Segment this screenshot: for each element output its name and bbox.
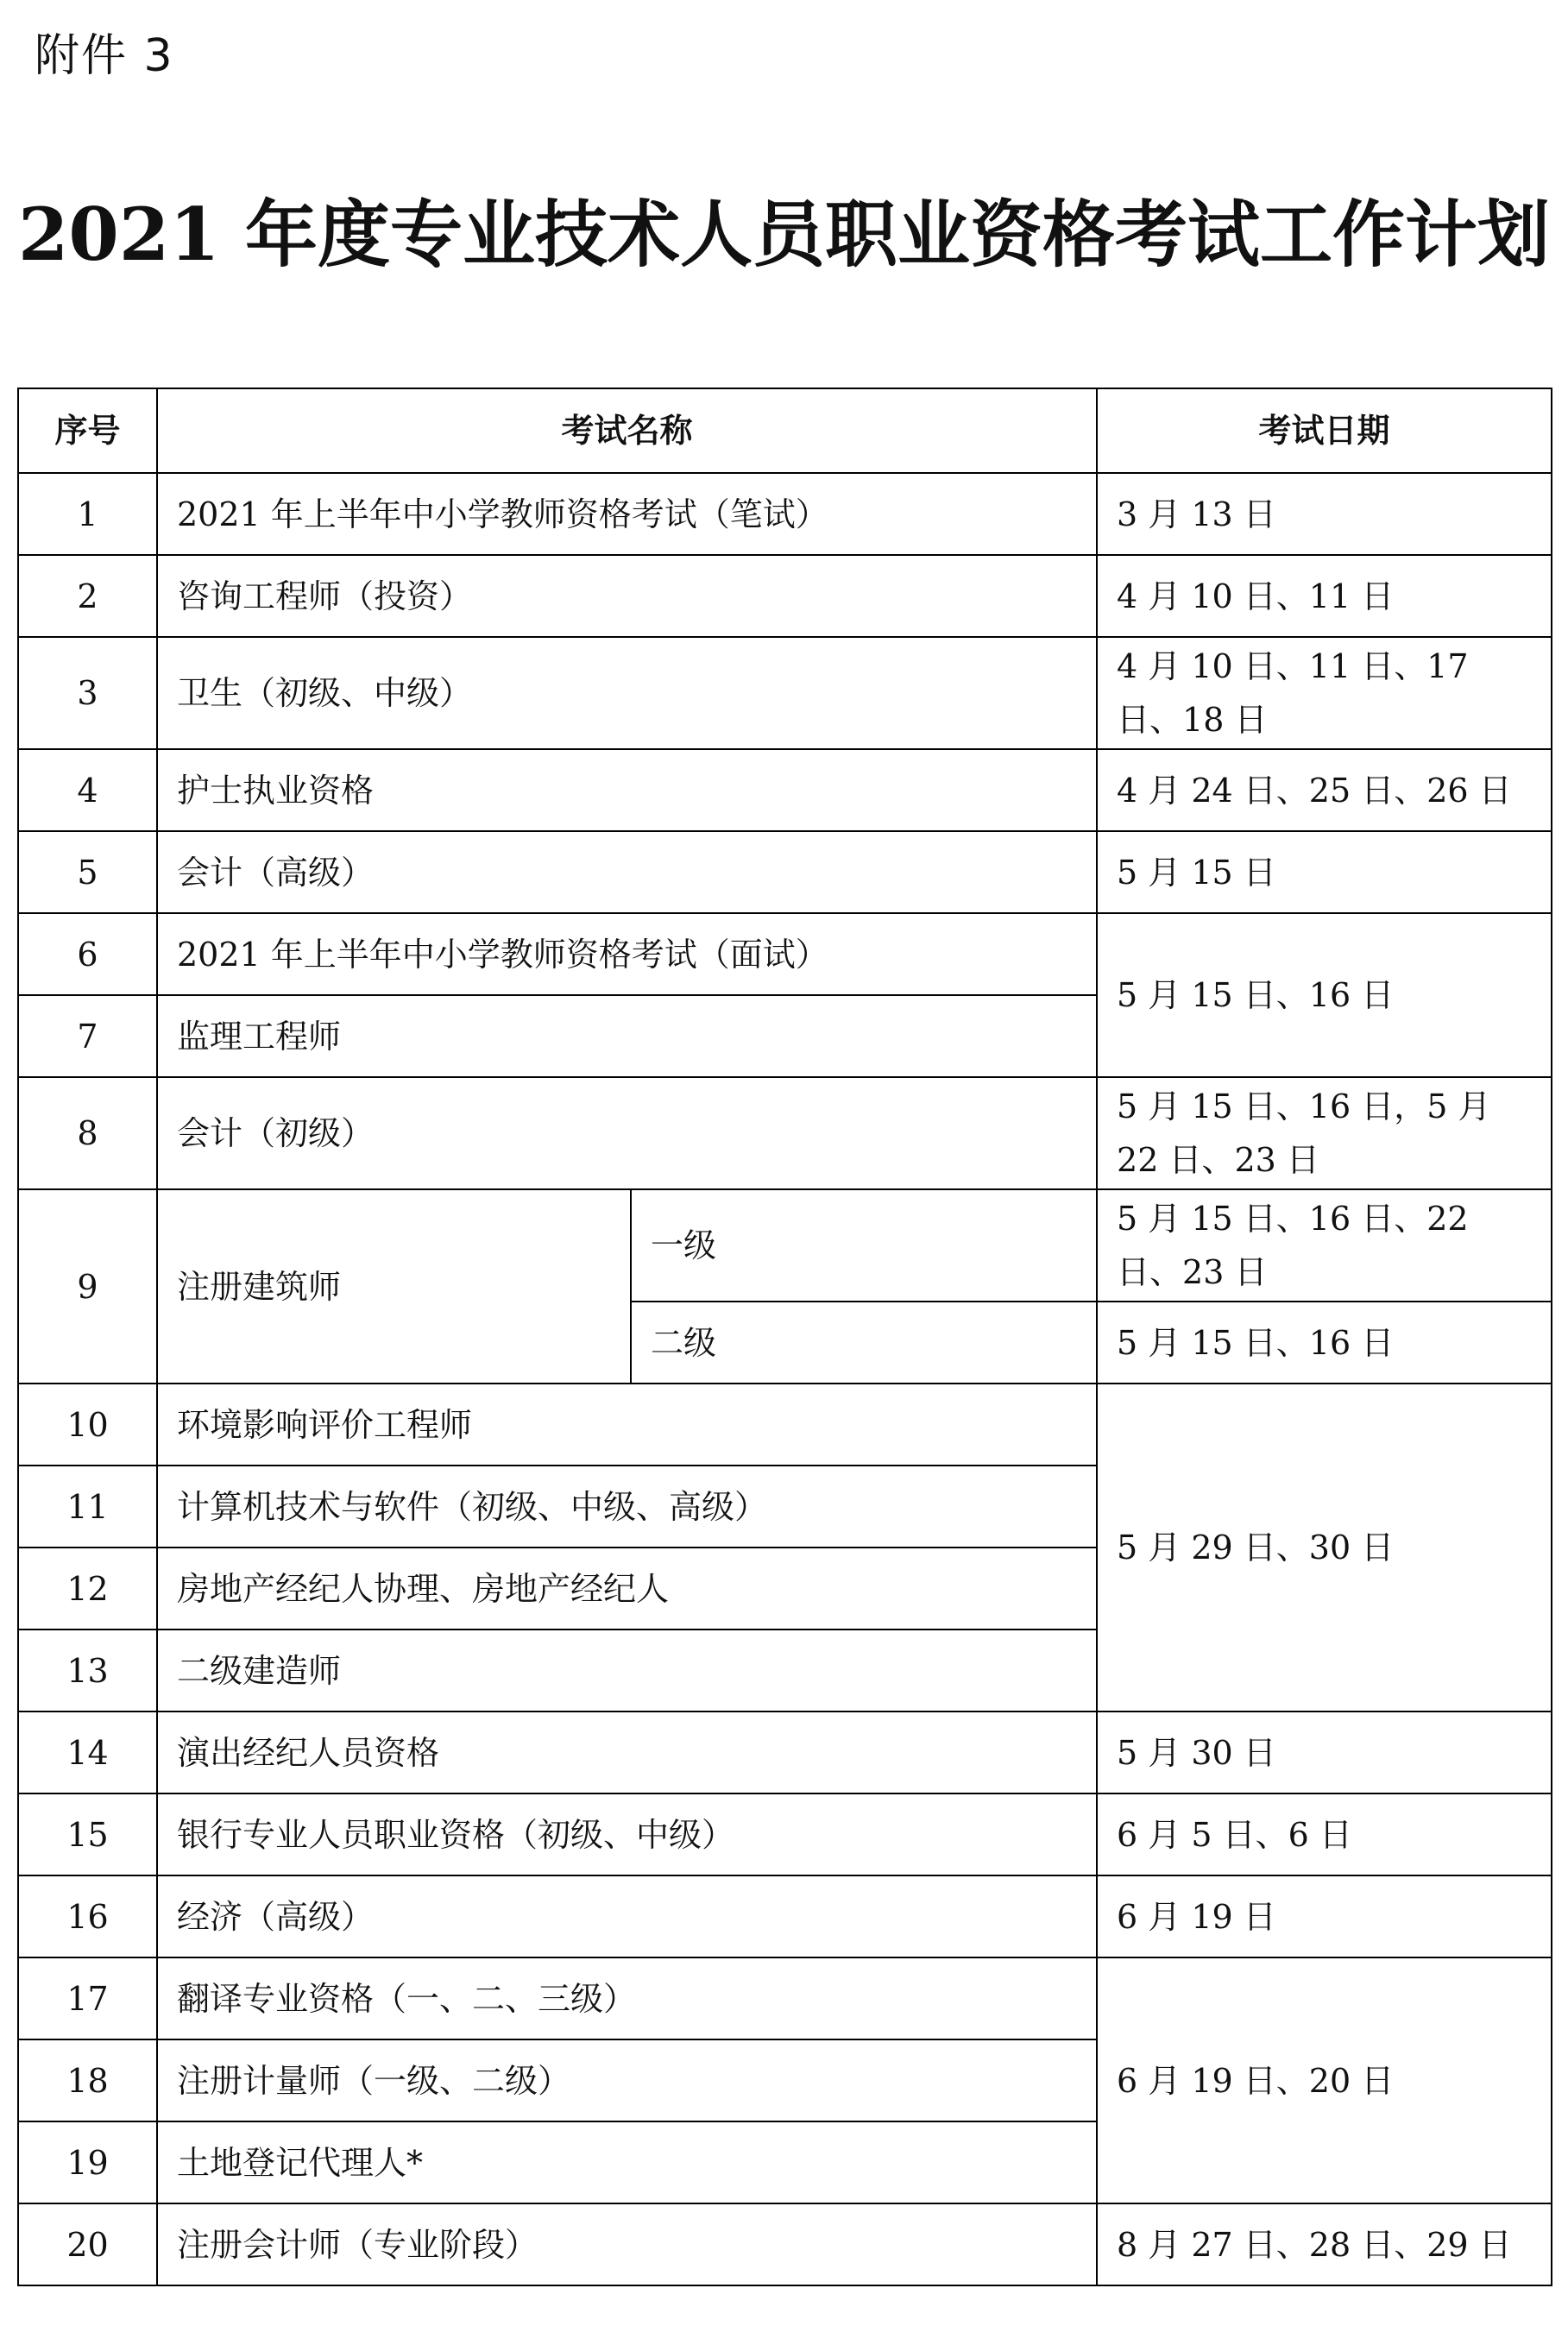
table-row — [18, 637, 1552, 749]
exam-name: 注册建筑师 — [157, 1189, 631, 1384]
exam-date: 6 月 19 日 — [1097, 1875, 1552, 1957]
exam-name: 翻译专业资格（一、二、三级） — [157, 1957, 1097, 2039]
column-header-exam-date: 考试日期 — [1097, 388, 1552, 473]
exam-name: 银行专业人员职业资格（初级、中级） — [157, 1793, 1097, 1875]
row-number: 7 — [18, 995, 157, 1077]
table-row — [18, 1189, 1552, 1302]
exam-name: 二级建造师 — [157, 1630, 1097, 1711]
exam-date: 5 月 15 日、16 日 — [1097, 1302, 1552, 1384]
table-row — [18, 1077, 1552, 1189]
exam-date: 5 月 15 日、16 日 — [1097, 913, 1552, 1077]
exam-name: 房地产经纪人协理、房地产经纪人 — [157, 1548, 1097, 1630]
table-row — [18, 831, 1552, 913]
row-number: 2 — [18, 555, 157, 637]
column-header-number: 序号 — [18, 388, 157, 473]
exam-name: 注册计量师（一级、二级） — [157, 2039, 1097, 2121]
exam-name: 2021 年上半年中小学教师资格考试（面试） — [157, 913, 1097, 995]
table-row — [18, 2203, 1552, 2285]
exam-name: 卫生（初级、中级） — [157, 637, 1097, 749]
exam-date: 4 月 10 日、11 日 — [1097, 555, 1552, 637]
row-number: 19 — [18, 2121, 157, 2203]
row-number: 4 — [18, 749, 157, 831]
table-row — [18, 913, 1552, 995]
table-row — [18, 1384, 1552, 1466]
row-number: 18 — [18, 2039, 157, 2121]
row-number: 10 — [18, 1384, 157, 1466]
exam-date: 5 月 15 日、16 日，5 月 22 日、23 日 — [1097, 1077, 1552, 1189]
exam-date: 3 月 13 日 — [1097, 473, 1552, 555]
exam-name: 经济（高级） — [157, 1875, 1097, 1957]
table-row — [18, 1711, 1552, 1793]
exam-name: 土地登记代理人* — [157, 2121, 1097, 2203]
exam-date: 5 月 15 日、16 日、22 日、23 日 — [1097, 1189, 1552, 1302]
exam-date: 5 月 15 日 — [1097, 831, 1552, 913]
row-number: 8 — [18, 1077, 157, 1189]
exam-date: 4 月 24 日、25 日、26 日 — [1097, 749, 1552, 831]
row-number: 3 — [18, 637, 157, 749]
row-number: 11 — [18, 1466, 157, 1548]
exam-date: 8 月 27 日、28 日、29 日 — [1097, 2203, 1552, 2285]
exam-name: 注册会计师（专业阶段） — [157, 2203, 1097, 2285]
row-number: 1 — [18, 473, 157, 555]
table-row — [18, 749, 1552, 831]
exam-name: 2021 年上半年中小学教师资格考试（笔试） — [157, 473, 1097, 555]
exam-name: 会计（初级） — [157, 1077, 1097, 1189]
row-number: 6 — [18, 913, 157, 995]
table-row — [18, 1875, 1552, 1957]
table-row — [18, 555, 1552, 637]
row-number: 12 — [18, 1548, 157, 1630]
row-number: 9 — [18, 1189, 157, 1384]
row-number: 20 — [18, 2203, 157, 2285]
exam-date: 4 月 10 日、11 日、17 日、18 日 — [1097, 637, 1552, 749]
row-number: 17 — [18, 1957, 157, 2039]
table-header-row — [18, 388, 1552, 473]
exam-date: 6 月 19 日、20 日 — [1097, 1957, 1552, 2203]
exam-date: 5 月 29 日、30 日 — [1097, 1384, 1552, 1711]
row-number: 16 — [18, 1875, 157, 1957]
exam-name: 计算机技术与软件（初级、中级、高级） — [157, 1466, 1097, 1548]
row-number: 14 — [18, 1711, 157, 1793]
exam-date: 6 月 5 日、6 日 — [1097, 1793, 1552, 1875]
exam-date: 5 月 30 日 — [1097, 1711, 1552, 1793]
exam-name: 监理工程师 — [157, 995, 1097, 1077]
exam-name: 会计（高级） — [157, 831, 1097, 913]
exam-sublevel: 二级 — [631, 1302, 1097, 1384]
column-header-exam-name: 考试名称 — [157, 388, 1097, 473]
row-number: 5 — [18, 831, 157, 913]
row-number: 13 — [18, 1630, 157, 1711]
table-row — [18, 473, 1552, 555]
table-row — [18, 1957, 1552, 2039]
table-row — [18, 1793, 1552, 1875]
exam-name: 护士执业资格 — [157, 749, 1097, 831]
exam-schedule-table — [17, 388, 1552, 2286]
exam-name: 咨询工程师（投资） — [157, 555, 1097, 637]
exam-sublevel: 一级 — [631, 1189, 1097, 1302]
exam-name: 环境影响评价工程师 — [157, 1384, 1097, 1466]
page-title: 2021 年度专业技术人员职业资格考试工作计划 — [17, 192, 1551, 277]
exam-name: 演出经纪人员资格 — [157, 1711, 1097, 1793]
row-number: 15 — [18, 1793, 157, 1875]
attachment-label: 附件 3 — [35, 30, 174, 82]
